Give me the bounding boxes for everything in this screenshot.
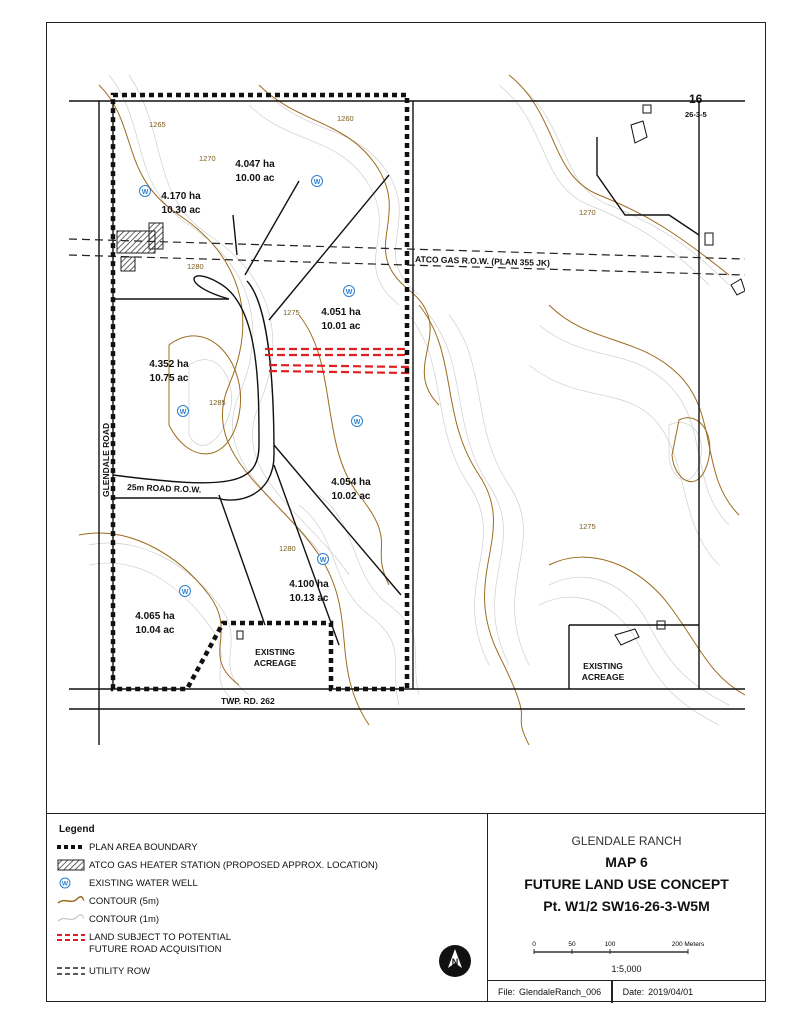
scale-tick-label: 200 Meters (671, 941, 705, 948)
legend-label: EXISTING WATER WELL (89, 877, 198, 889)
section-ref-label: 26-3-5 (685, 110, 707, 119)
parcel-area-ha: 4.054 ha (331, 477, 371, 488)
existing-buildings (237, 105, 745, 645)
north-arrow-icon (438, 944, 472, 978)
gas-station-hatch-icon (57, 859, 85, 871)
water-well-icon (57, 877, 85, 889)
legend-item-plan-boundary (57, 840, 198, 854)
legend-label: ATCO GAS HEATER STATION (PROPOSED APPROX. LOCATION) (89, 859, 378, 871)
map-number: MAP 6 (605, 854, 648, 870)
existing-acreage-label: ACREAGE (253, 658, 297, 668)
section-label: 16 (689, 92, 703, 106)
legend-item-utility-row (57, 964, 150, 978)
date-label: Date: (622, 987, 645, 997)
parcel-area-ac: 10.30 ac (161, 205, 201, 216)
title-block (487, 813, 765, 1001)
scale-tick-label: 0 (532, 941, 536, 948)
legend-item-water-well (57, 876, 198, 890)
legend-item-contour-1m (57, 912, 159, 926)
scale-tick-label: 100 (604, 941, 616, 948)
plan-boundary-icon (57, 841, 85, 853)
existing-acreage-label: ACREAGE (581, 672, 625, 682)
road-row-label: 25m ROAD R.O.W. (126, 482, 202, 495)
contour-label: 1265 (149, 120, 166, 129)
legend-label: UTILITY ROW (89, 965, 151, 977)
date-value: 2019/04/01 (648, 987, 694, 997)
legend-label-line2: FUTURE ROAD ACQUISITION (89, 944, 222, 955)
glendale-road-label: GLENDALE ROAD (101, 422, 111, 497)
legend-item-contour-5m (57, 894, 159, 908)
water-well-letter: W (353, 419, 361, 426)
contour-1m-icon (57, 913, 85, 925)
plan-boundary (113, 95, 407, 689)
water-well-letter: W (313, 179, 321, 186)
parcel-area-ac: 10.04 ac (135, 625, 175, 636)
legend-label: CONTOUR (1m) (89, 913, 160, 925)
project-name: GLENDALE RANCH (571, 834, 682, 848)
contour-label: 1275 (283, 308, 300, 317)
contour-label: 1275 (579, 522, 596, 531)
map-title: FUTURE LAND USE CONCEPT (524, 876, 729, 892)
legend-item-future-road (57, 932, 231, 958)
file-info-row (488, 980, 765, 1003)
north-letter: N (451, 957, 459, 967)
contour-label: 1270 (199, 154, 216, 163)
contour-label: 1270 (579, 208, 596, 217)
legend-item-gas-station (57, 858, 378, 872)
water-well-letter: W (61, 880, 69, 888)
gas-row-label: ATCO GAS R.O.W. (PLAN 355 JK) (414, 254, 551, 269)
twp-road-label: TWP. RD. 262 (221, 696, 275, 706)
contour-labels (149, 114, 596, 553)
future-road-icon (57, 932, 85, 944)
parcel-area-ha: 4.100 ha (289, 579, 329, 590)
parcel-area-ha: 4.170 ha (161, 191, 201, 202)
water-well-letter: W (179, 409, 187, 416)
contour-label: 1280 (279, 544, 296, 553)
legend-label: LAND SUBJECT TO POTENTIAL (89, 932, 232, 943)
gas-heater-station (117, 223, 163, 271)
contour-5m-icon (57, 895, 85, 907)
parcel-area-ac: 10.13 ac (289, 593, 329, 604)
legend-label: CONTOUR (5m) (89, 895, 160, 907)
parcel-area-ha: 4.051 ha (321, 307, 361, 318)
map-frame (69, 65, 745, 745)
legend-title: Legend (59, 824, 95, 835)
map-sheet (46, 22, 766, 1002)
water-well-letter: W (181, 589, 189, 596)
parcel-area-ha: 4.047 ha (235, 159, 275, 170)
parcel-area-ac: 10.02 ac (331, 491, 371, 502)
legend-label: PLAN AREA BOUNDARY (89, 841, 198, 853)
contour-label: 1285 (209, 398, 226, 407)
file-label: File: (498, 987, 516, 997)
file-name: GlendaleRanch_006 (519, 987, 602, 997)
parcel-area-ac: 10.75 ac (149, 373, 189, 384)
legal-description: Pt. W1/2 SW16-26-3-W5M (543, 898, 710, 914)
utility-row-icon (57, 965, 85, 977)
parcel-area-ac: 10.00 ac (235, 173, 275, 184)
existing-acreage-label: EXISTING (583, 661, 623, 671)
water-well-letter: W (319, 557, 327, 564)
future-road-lines (265, 349, 409, 373)
parcel-area-ha: 4.065 ha (135, 611, 175, 622)
map-canvas (69, 65, 745, 745)
existing-acreage-label: EXISTING (255, 647, 295, 657)
contour-label: 1280 (187, 262, 204, 271)
parcel-area-ac: 10.01 ac (321, 321, 361, 332)
water-wells (140, 176, 363, 597)
parcel-area-ha: 4.352 ha (149, 359, 189, 370)
water-well-letter: W (345, 289, 353, 296)
water-well-letter: W (141, 189, 149, 196)
feature-labels (101, 92, 707, 706)
legend-panel (47, 813, 487, 1001)
contour-label: 1260 (337, 114, 354, 123)
scale-text: 1:5,000 (611, 964, 642, 974)
scale-tick-label: 50 (568, 941, 576, 948)
